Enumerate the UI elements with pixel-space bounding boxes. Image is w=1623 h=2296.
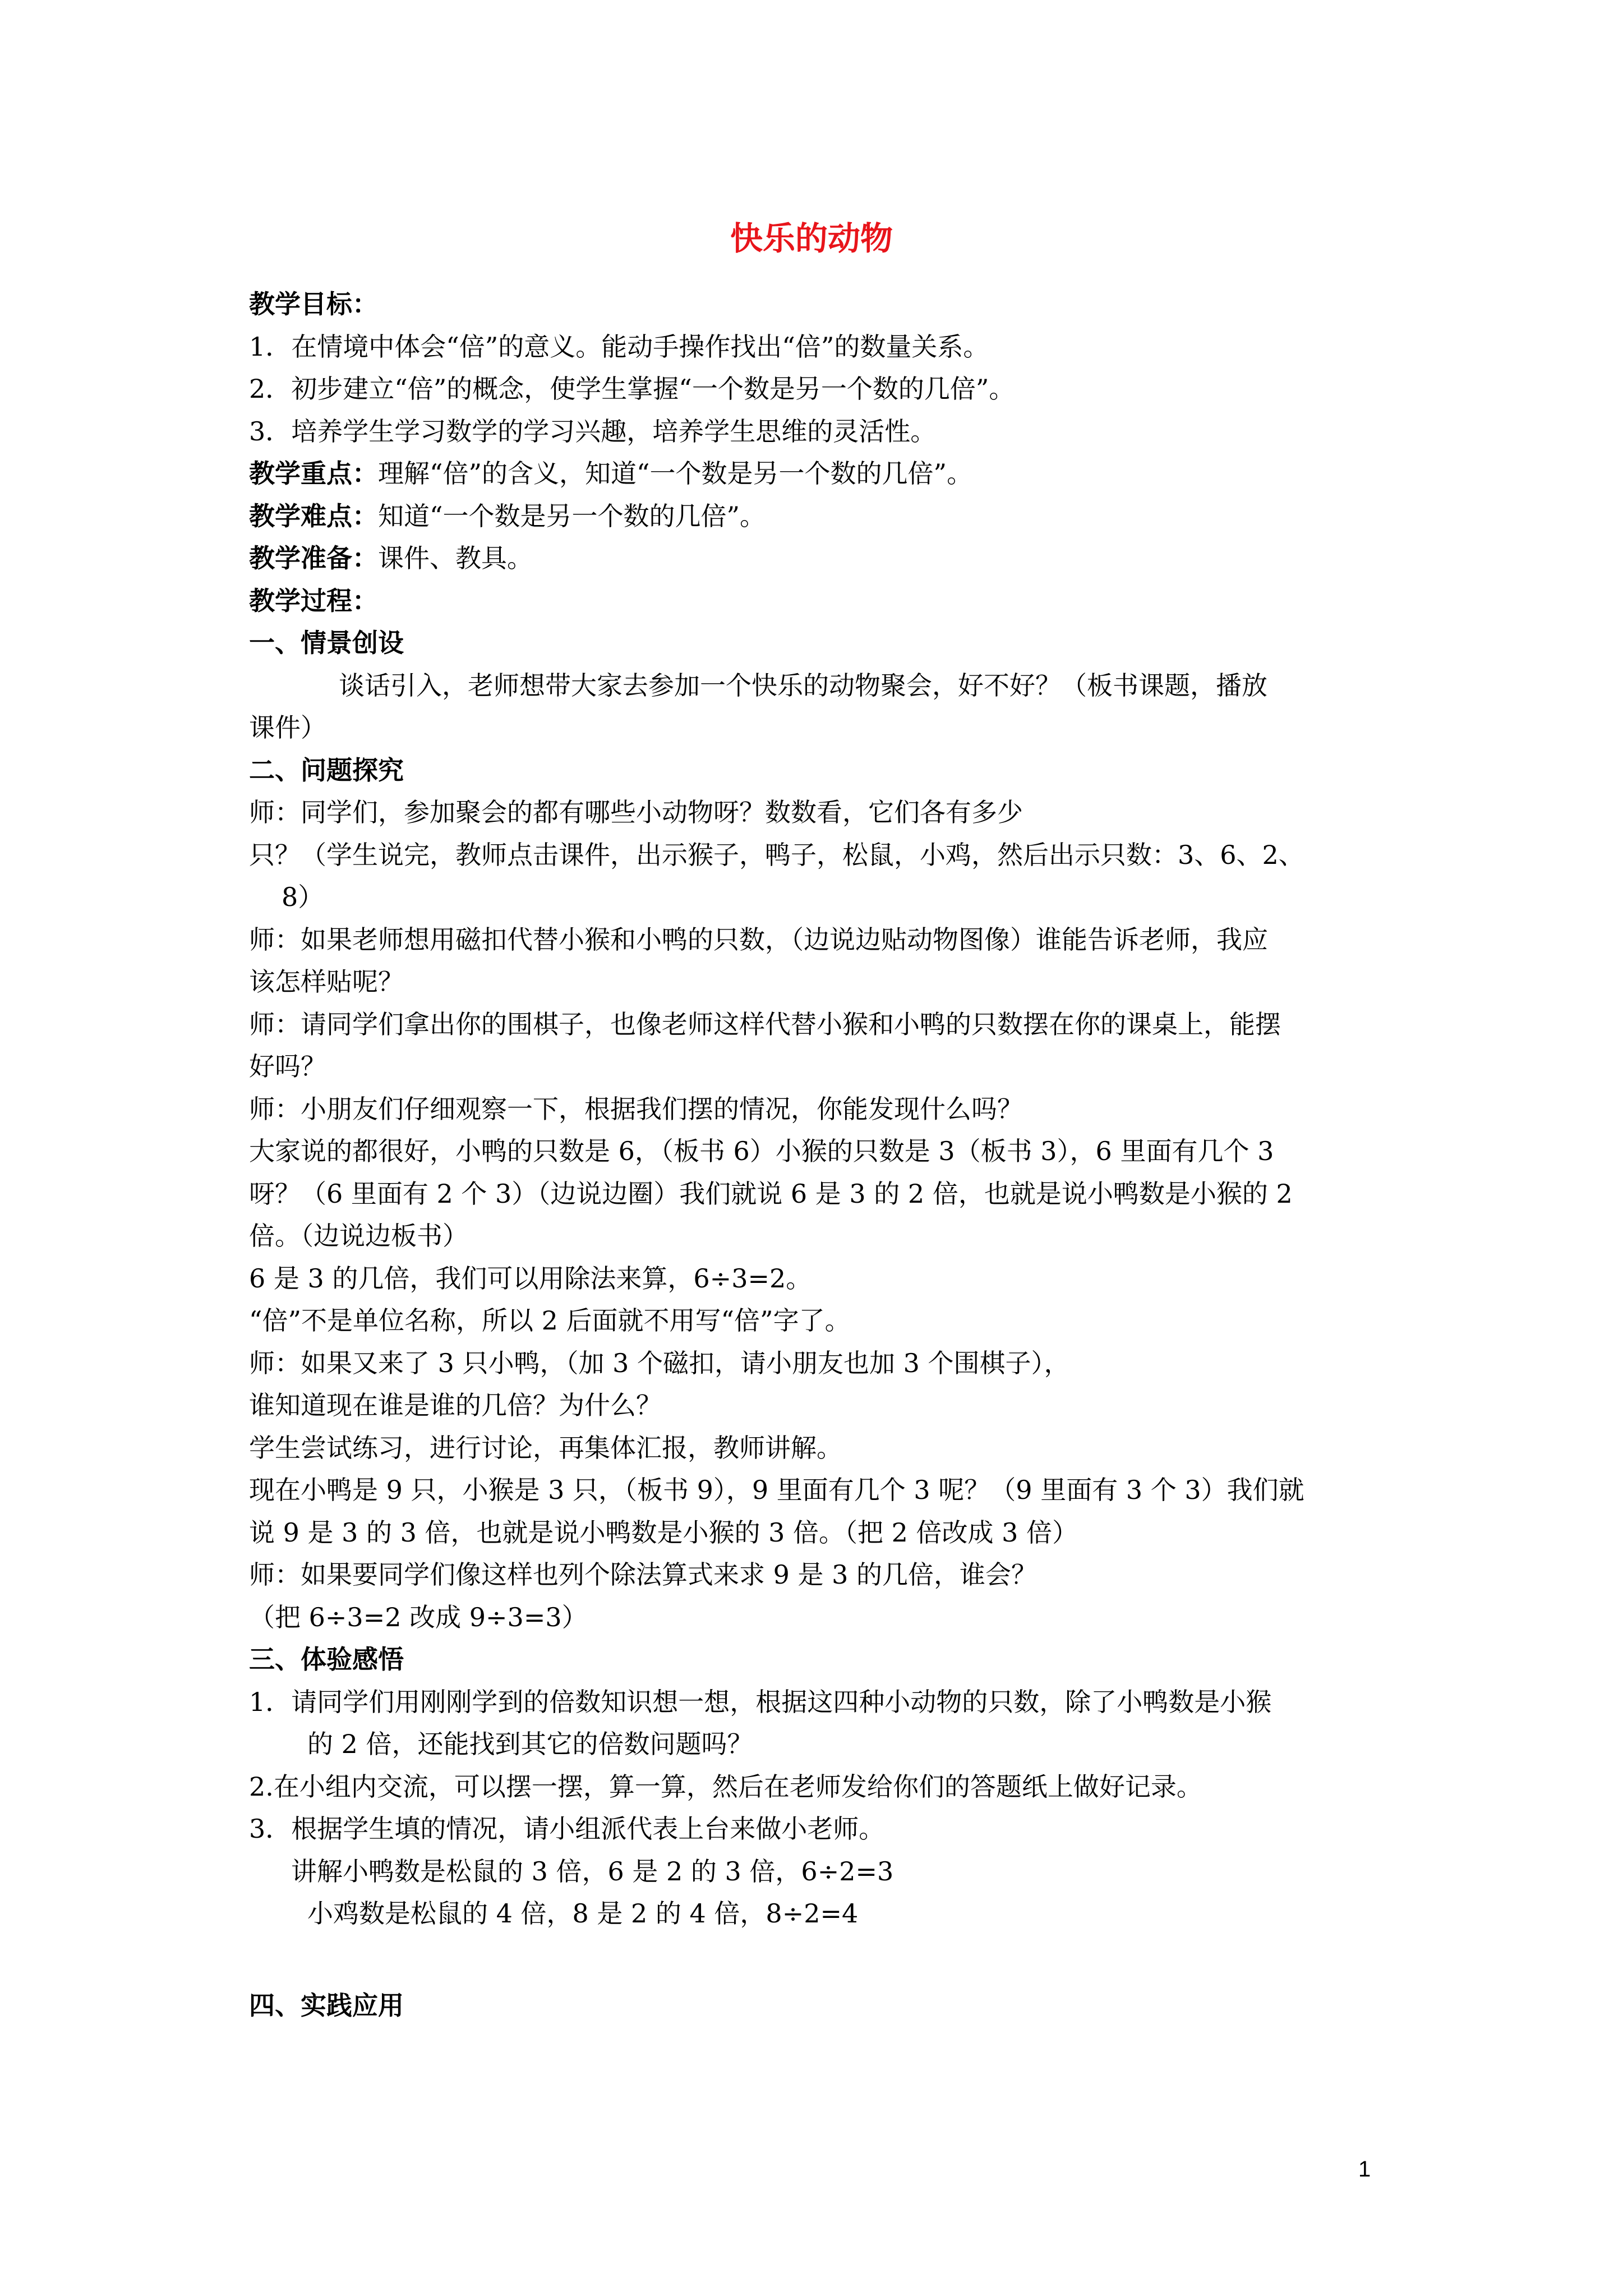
paragraph-line: 谁知道现在谁是谁的几倍？为什么？: [249, 1390, 662, 1420]
paragraph-line: 师：小朋友们仔细观察一下，根据我们摆的情况，你能发现什么吗？: [249, 1093, 1023, 1124]
paragraph-line: “倍”不是单位名称，所以 2 后面就不用写“倍”字了。: [249, 1305, 851, 1336]
paragraph-line: （把 6÷3=2 改成 9÷3=3）: [249, 1602, 588, 1632]
paragraph-line: 2.在小组内交流，可以摆一摆，算一算，然后在老师发给你们的答题纸上做好记录。: [249, 1771, 1202, 1802]
paragraph-line: 讲解小鸭数是松鼠的 3 倍，6 是 2 的 3 倍，6÷2=3: [291, 1856, 894, 1887]
paragraph-line: 的 2 倍，还能找到其它的倍数问题吗？: [307, 1729, 753, 1759]
preparation: [249, 537, 1387, 580]
paragraph-line: 师：如果老师想用磁扣代替小猴和小鸭的只数，（边说边贴动物图像）谁能告诉老师，我应: [249, 924, 1268, 955]
section3-heading: 三、体验感悟: [249, 1644, 404, 1674]
paragraph-line: 现在小鸭是 9 只，小猴是 3 只，（板书 9），9 里面有几个 3 呢？（9 里面有 3 个 3）我们就: [249, 1475, 1304, 1505]
section2-heading: 二、问题探究: [249, 754, 404, 785]
key-point-text: 理解“倍”的含义，知道“一个数是另一个数的几倍”。: [378, 458, 973, 489]
paragraph-line: 小鸡数是松鼠的 4 倍，8 是 2 的 4 倍，8÷2=4: [307, 1898, 859, 1929]
objective-item: 1．在情境中体会“倍”的意义。能动手操作找出“倍”的数量关系。: [249, 331, 989, 362]
difficulty-text: 知道“一个数是另一个数的几倍”。: [378, 500, 766, 531]
paragraph-line: 师：同学们，参加聚会的都有哪些小动物呀？数数看，它们各有多少: [249, 797, 1023, 827]
paragraph-line: 师：如果又来了 3 只小鸭，（加 3 个磁扣，请小朋友也加 3 个围棋子），: [249, 1347, 1070, 1378]
process-heading: 教学过程：: [249, 585, 378, 616]
paragraph-line: 师：如果要同学们像这样也列个除法算式来求 9 是 3 的几倍，谁会？: [249, 1559, 1038, 1590]
key-point: [249, 453, 1387, 495]
objective-item: 2．初步建立“倍”的概念，使学生掌握“一个数是另一个数的几倍”。: [249, 374, 1015, 404]
page-number: 1: [1358, 2157, 1371, 2182]
paragraph-line: 倍。（边说边板书）: [249, 1221, 468, 1251]
paragraph-line: 学生尝试练习，进行讨论，再集体汇报，教师讲解。: [249, 1432, 842, 1463]
paragraph-line: 呀？（6 里面有 2 个 3）（边说边圈）我们就说 6 是 3 的 2 倍，也就是说小鸭数是小猴的 2: [249, 1178, 1293, 1209]
paragraph-line: 师：请同学们拿出你的围棋子，也像老师这样代替小猴和小鸭的只数摆在你的课桌上，能摆: [249, 1009, 1281, 1039]
paragraph-line: 大家说的都很好，小鸭的只数是 6，（板书 6）小猴的只数是 3（板书 3），6 里面有几个 3: [249, 1136, 1274, 1166]
paragraph-line: 1．请同学们用刚刚学到的倍数知识想一想，根据这四种小动物的只数，除了小鸭数是小猴: [249, 1686, 1272, 1717]
document-title: 快乐的动物: [730, 219, 893, 257]
section4-heading: 四、实践应用: [249, 1990, 404, 2021]
difficulty-label: 教学难点：: [249, 500, 378, 531]
preparation-text: 课件、教具。: [378, 543, 533, 573]
paragraph-line: 好吗？: [249, 1051, 326, 1082]
paragraph-line: 8）: [282, 882, 324, 912]
paragraph-line: 6 是 3 的几倍，我们可以用除法来算，6÷3=2。: [249, 1263, 812, 1294]
paragraph-line: 3．根据学生填的情况，请小组派代表上台来做小老师。: [249, 1814, 885, 1844]
document-body: [249, 283, 1387, 2027]
paragraph-line: 只？（学生说完，教师点击课件，出示猴子，鸭子，松鼠，小鸡，然后出示只数：3、6、2、: [249, 839, 1304, 870]
section1-heading: 一、情景创设: [249, 628, 404, 658]
paragraph-line: 谈话引入，老师想带大家去参加一个快乐的动物聚会，好不好？（板书课题，播放: [339, 670, 1267, 701]
paragraph-line: 课件）: [249, 712, 326, 743]
spacer: [249, 1935, 1387, 1985]
objective-item: 3．培养学生学习数学的学习兴趣，培养学生思维的灵活性。: [249, 416, 937, 447]
objectives-heading: 教学目标：: [249, 289, 378, 319]
preparation-label: 教学准备：: [249, 543, 378, 573]
paragraph-line: 该怎样贴呢？: [249, 967, 404, 997]
difficulty: [249, 495, 1387, 538]
key-point-label: 教学重点：: [249, 458, 378, 489]
paragraph-line: 说 9 是 3 的 3 倍，也就是说小鸭数是小猴的 3 倍。（把 2 倍改成 3 倍）: [249, 1517, 1078, 1548]
